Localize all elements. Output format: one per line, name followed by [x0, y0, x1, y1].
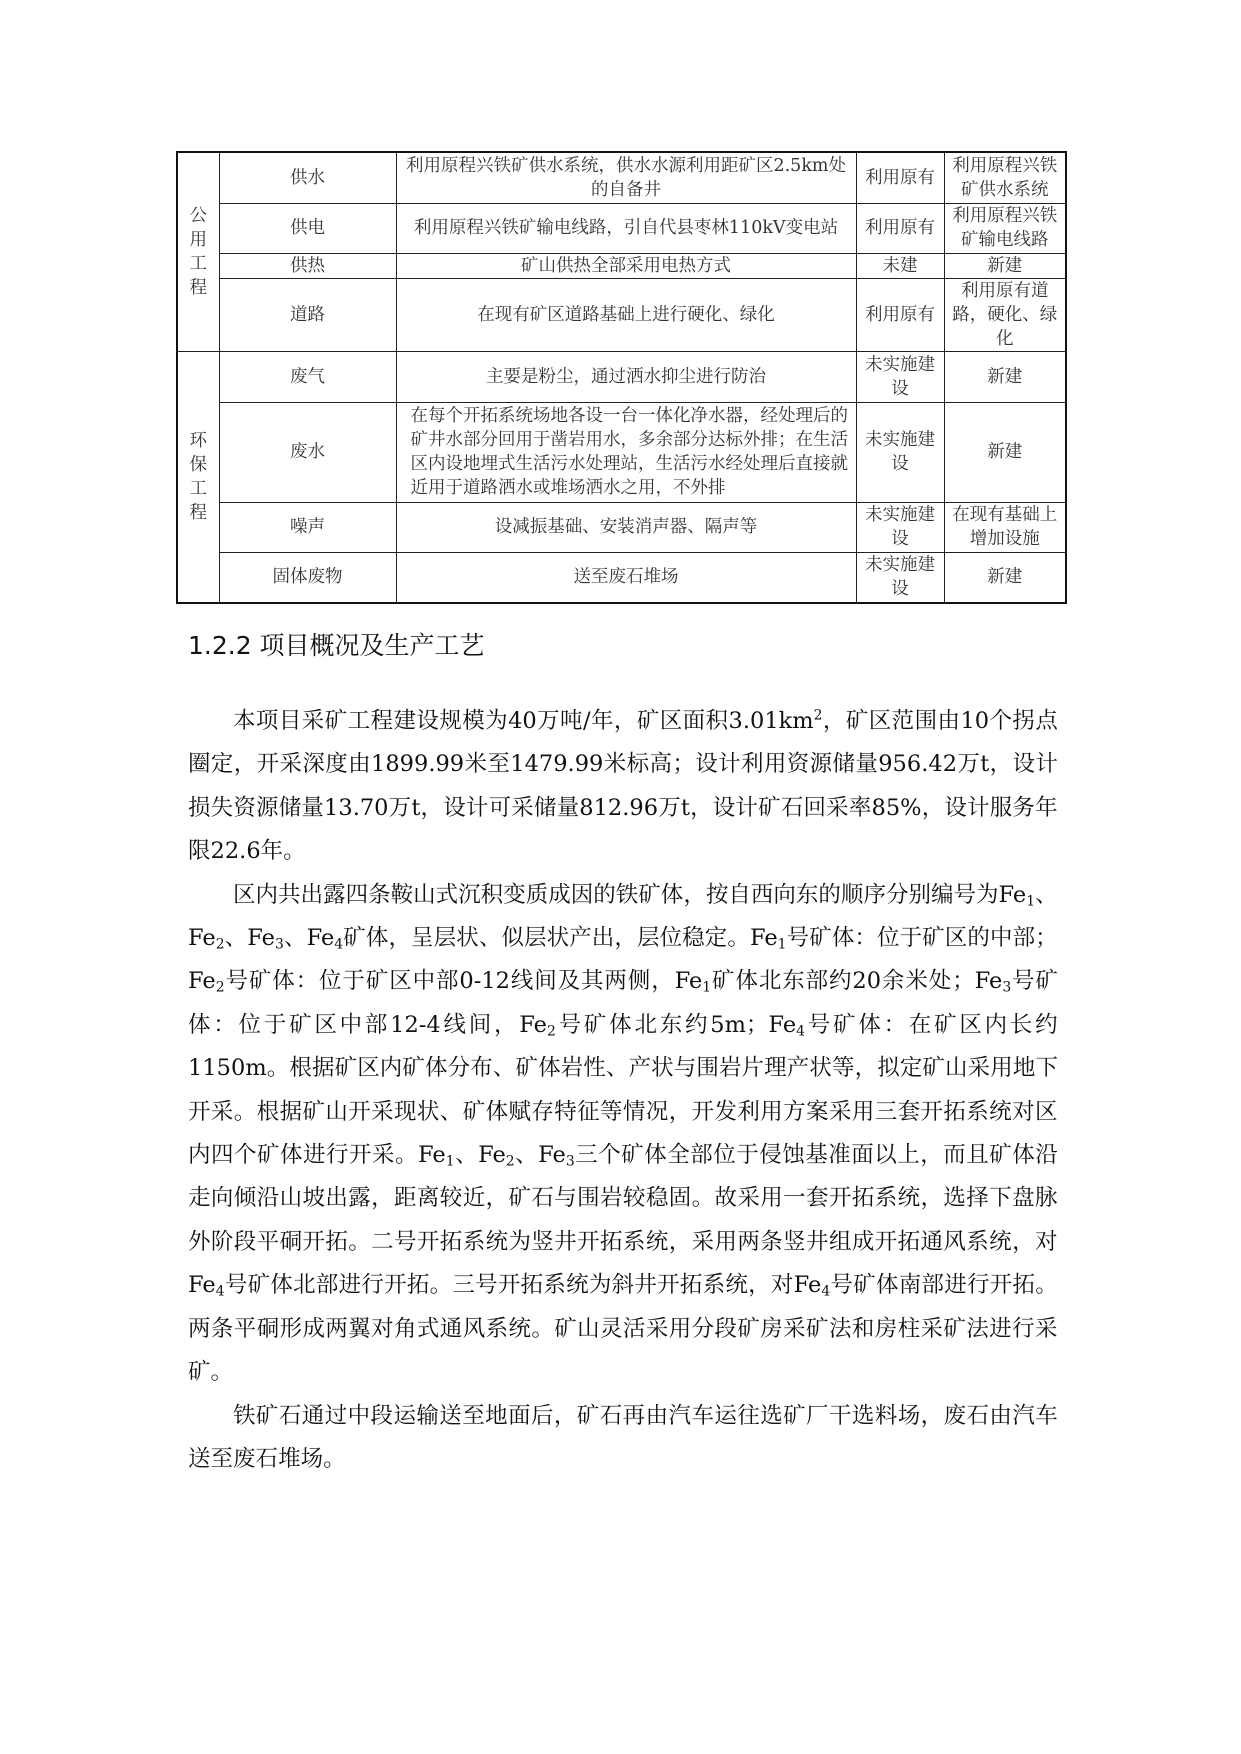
table-row [177, 351, 1066, 402]
table-row [177, 552, 1066, 603]
table-row [177, 278, 1066, 351]
table-row [177, 203, 1066, 253]
group-label: 环保工程 [177, 351, 219, 603]
item-desc: 在每个开拓系统场地各设一台一体化净水器，经处理后的矿井水部分回用于凿岩用水，多余部分达标外排；在生活区内设地埋式生活污水处理站，生活污水经处理后直接就近用于道路洒水或堆场洒水之用，不外排 [396, 402, 856, 502]
item-desc: 矿山供热全部采用电热方式 [396, 253, 856, 278]
item-name: 道路 [219, 278, 396, 351]
item-status: 未实施建设 [856, 402, 944, 502]
table-row [177, 402, 1066, 502]
body-text [188, 700, 1058, 1481]
item-note: 在现有基础上增加设施 [944, 502, 1066, 552]
item-status: 利用原有 [856, 203, 944, 253]
item-desc: 送至废石堆场 [396, 552, 856, 603]
item-desc: 在现有矿区道路基础上进行硬化、绿化 [396, 278, 856, 351]
project-table [176, 151, 1067, 604]
item-name: 废水 [219, 402, 396, 502]
item-status: 未实施建设 [856, 351, 944, 402]
table-row [177, 502, 1066, 552]
item-desc: 利用原程兴铁矿输电线路，引自代县枣林110kV变电站 [396, 203, 856, 253]
item-note: 新建 [944, 402, 1066, 502]
item-note: 新建 [944, 351, 1066, 402]
item-desc: 主要是粉尘，通过洒水抑尘进行防治 [396, 351, 856, 402]
paragraph: 本项目采矿工程建设规模为40万吨/年，矿区面积$3.01km^2$，矿区范围由10个拐点圈定，开采深度由1899.99米至1479.99米标高；设计利用资源储量956.42万t，设计损失资源储量13.70万t，设计可采储量812.96万t，设计矿石回采率85%，设计服务年限22.6年。 [188, 707, 1058, 865]
item-note: 利用原有道路，硬化、绿化 [944, 278, 1066, 351]
item-name: 噪声 [219, 502, 396, 552]
table-row [177, 253, 1066, 278]
item-name: 供水 [219, 152, 396, 203]
item-note: 利用原程兴铁矿供水系统 [944, 152, 1066, 203]
item-name: 固体废物 [219, 552, 396, 603]
item-name: 供电 [219, 203, 396, 253]
item-name: 供热 [219, 253, 396, 278]
paragraph: 区内共出露四条鞍山式沉积变质成因的铁矿体，按自西向东的顺序分别编号为$Fe_1$、$Fe_2$、$Fe_3$、$Fe_4$矿体，呈层状、似层状产出，层位稳定。$Fe_1$号矿体：位于矿区的中部；$Fe_2$号矿体：位于矿区中部0-12线间及其两侧，$Fe_1$矿体北东部约20余米处；$Fe_3$号矿体：位于矿区中部12-4线间，$Fe_2$号矿体北东约5m；$Fe_4$号矿体：在矿区内长约1150m。根据矿区内矿体分布、矿体岩性、产状与围岩片理产状等，拟定矿山采用地下开采。根据矿山开采现状、矿体赋存特征等情况，开发利用方案采用三套开拓系统对区内四个矿体进行开采。$Fe_1$、$Fe_2$、$Fe_3$三个矿体全部位于侵蚀基准面以上，而且矿体沿走向倾沿山坡出露，距离较近，矿石与围岩较稳固。故采用一套开拓系统，选择下盘脉外阶段平硐开拓。二号开拓系统为竖井开拓系统，采用两条竖井组成开拓通风系统，对$Fe_4$号矿体北部进行开拓。三号开拓系统为斜井开拓系统，对$Fe_4$号矿体南部进行开拓。两条平硐形成两翼对角式通风系统。矿山灵活采用分段矿房采矿法和房柱采矿法进行采矿。 [188, 881, 1058, 1386]
item-name: 废气 [219, 351, 396, 402]
item-status: 利用原有 [856, 152, 944, 203]
item-note: 新建 [944, 552, 1066, 603]
item-status: 未实施建设 [856, 502, 944, 552]
item-note: 利用原程兴铁矿输电线路 [944, 203, 1066, 253]
item-desc: 设减振基础、安装消声器、隔声等 [396, 502, 856, 552]
paragraph: 铁矿石通过中段运输送至地面后，矿石再由汽车运往选矿厂干选料场，废石由汽车送至废石堆场。 [188, 1402, 1058, 1472]
group-label: 公用工程 [177, 152, 219, 351]
item-desc: 利用原程兴铁矿供水系统，供水水源利用距矿区2.5km处的自备井 [396, 152, 856, 203]
section-heading: 1.2.2 项目概况及生产工艺 [188, 631, 485, 660]
table-row [177, 152, 1066, 203]
item-note: 新建 [944, 253, 1066, 278]
item-status: 利用原有 [856, 278, 944, 351]
item-status: 未实施建设 [856, 552, 944, 603]
item-status: 未建 [856, 253, 944, 278]
